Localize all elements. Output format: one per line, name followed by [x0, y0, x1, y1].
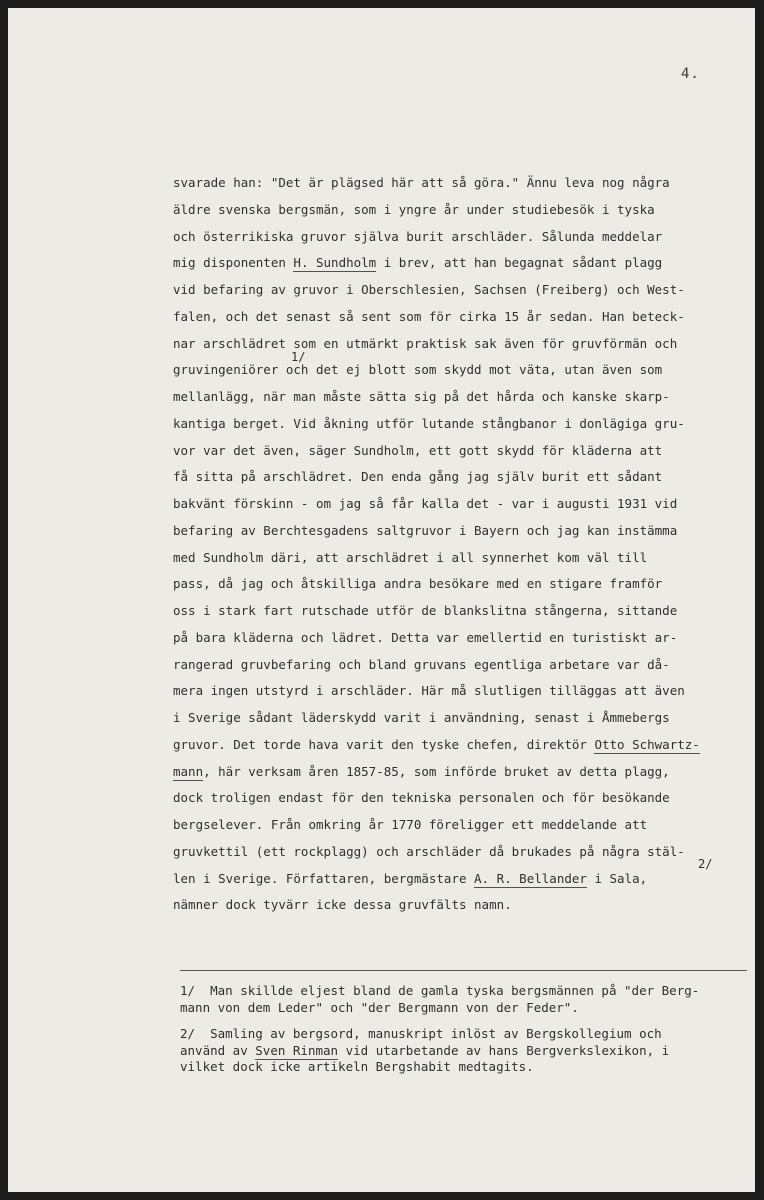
footnote-line: 2/ Samling av bergsord, manuskript inlöst av Bergskollegium och	[180, 1026, 662, 1041]
footnote-2	[180, 1026, 755, 1076]
name-schwartzmann: Otto Schwartz-	[594, 736, 700, 752]
text-line: bakvänt förskinn - om jag så får kalla det - var i augusti 1931 vid	[173, 496, 678, 511]
text-line	[173, 250, 748, 277]
text-line: nämner dock tyvärr icke dessa gruvfälts namn.	[173, 897, 512, 913]
page-number: 4.	[681, 66, 700, 82]
footnote-line	[180, 1043, 755, 1060]
text-segment: len i Sverige. Författaren, bergmästare	[173, 870, 475, 886]
text-line: nar arschlädret som en utmärkt praktisk sak även för gruvförmän och	[173, 335, 678, 351]
text-line: kantiga berget. Vid åkning utför lutande stångbanor i donlägiga gru-	[173, 415, 685, 431]
footnote-mark-2: 2/	[698, 856, 713, 871]
text-line: falen, och det senast så sent som för cirka 15 år sedan. Han beteck-	[173, 308, 685, 324]
text-line	[173, 856, 748, 893]
footnote-divider	[180, 970, 747, 971]
text-line: svarade han: "Det är plägsed här att så göra." Ännu leva nog några	[173, 175, 670, 190]
text-line: mera ingen utstyrd i arschläder. Här må slutligen tilläggas att även	[173, 683, 685, 699]
text-segment: använd av	[180, 1042, 256, 1058]
footnote-line: 1/ Man skillde eljest bland de gamla tyska bergsmännen på "der Berg-	[180, 983, 700, 998]
text-line: äldre svenska bergsmän, som i yngre år under studiebesök i tyska	[173, 201, 655, 217]
text-segment: i brev, att han begagnat sådant plagg	[376, 255, 663, 271]
text-segment: vid utarbetande av hans Bergverkslexikon, i	[338, 1042, 670, 1058]
text-line: dock troligen endast för den tekniska personalen och för besökande	[173, 790, 670, 806]
document-page	[8, 8, 755, 1192]
text-line: få sitta på arschlädret. Den enda gång jag själv burit ett sådant	[173, 469, 663, 485]
name-schwartzmann-cont: mann	[173, 763, 204, 779]
text-line: på bara kläderna och lädret. Detta var emellertid en turistiskt ar-	[173, 629, 678, 645]
text-line: vid befaring av gruvor i Oberschlesien, Sachsen (Freiberg) och West-	[173, 282, 685, 297]
text-segment: gruvor. Det torde hava varit den tyske chefen, direktör	[173, 736, 595, 752]
body-text	[173, 170, 748, 919]
text-line: med Sundholm däri, att arschlädret i all synnerhet kom väl till	[173, 549, 648, 565]
text-line: pass, då jag och åtskilliga andra besökare med en stigare framför	[173, 576, 663, 592]
text-line: rangerad gruvbefaring och bland gruvans egentliga arbetare var då-	[173, 656, 670, 672]
name-sundholm: H. Sundholm	[293, 255, 377, 271]
text-line: och österrikiska gruvor själva burit arschläder. Sålunda meddelar	[173, 228, 663, 244]
text-line: oss i stark fart rutschade utför de blankslitna stångerna, sittande	[173, 603, 678, 618]
footnote-mark-1: 1/	[291, 350, 306, 365]
name-bellander: A. R. Bellander	[474, 870, 587, 886]
text-segment: och det ej blott som skydd mot väta, utan även som	[278, 362, 663, 378]
footnote-1	[180, 983, 755, 1016]
footnote-line: mann von dem Leder" och "der Bergmann von der Feder".	[180, 999, 579, 1015]
text-segment: , här verksam åren 1857-85, som införde bruket av detta plagg,	[203, 763, 670, 779]
text-line: i Sverige sådant läderskydd varit i användning, senast i Åmmebergs	[173, 710, 670, 725]
text-line	[173, 350, 748, 384]
text-line: bergselever. Från omkring år 1770 föreligger ett meddelande att	[173, 817, 648, 832]
text-line	[173, 759, 748, 786]
text-line: gruvkettil (ett rockplagg) och arschläder då brukades på några stäl-	[173, 843, 685, 859]
text-segment: mig disponenten	[173, 255, 294, 271]
text-line: befaring av Berchtesgadens saltgruvor i Bayern och jag kan instämma	[173, 522, 678, 538]
text-line: mellanlägg, när man måste sätta sig på det hårda och kanske skarp-	[173, 389, 670, 404]
name-rinman: Sven Rinman	[255, 1042, 339, 1058]
text-line: vor var det även, säger Sundholm, ett gott skydd för kläderna att	[173, 442, 663, 458]
text-segment: gruvingeniörer	[173, 362, 279, 378]
text-line	[173, 732, 748, 759]
footnote-line: vilket dock icke artikeln Bergshabit medtagits.	[180, 1059, 534, 1074]
text-segment: i Sala,	[586, 870, 648, 886]
